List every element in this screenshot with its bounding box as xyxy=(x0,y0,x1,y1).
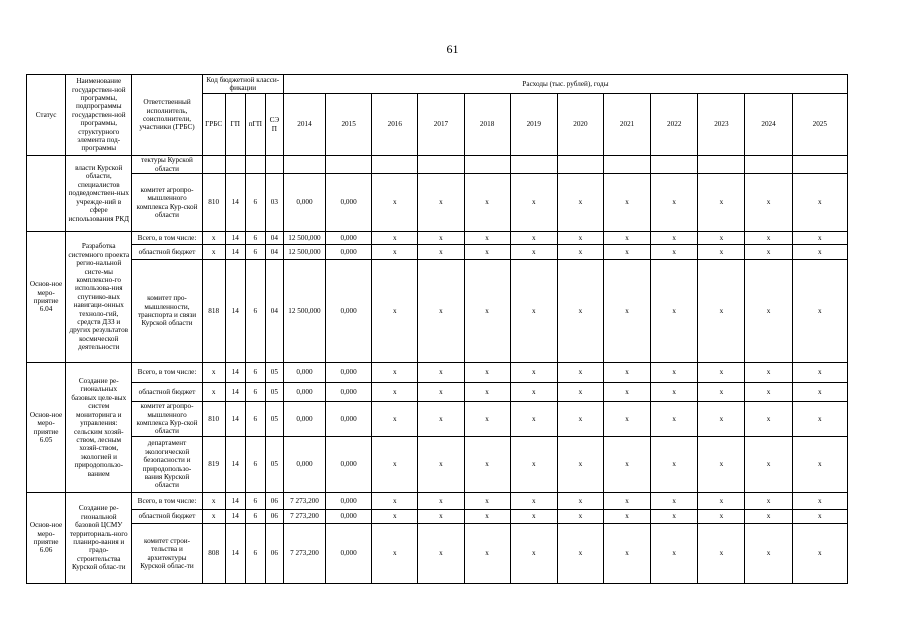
budget-code-cell: 810 xyxy=(202,402,225,437)
expense-value-cell: 0,000 xyxy=(326,383,372,402)
expense-value-cell: x xyxy=(651,232,698,245)
table-row xyxy=(27,510,848,524)
expense-value-cell: x xyxy=(464,493,510,510)
budget-code-cell: 819 xyxy=(202,437,225,493)
budget-code-cell: 6 xyxy=(245,383,265,402)
expense-value-cell: 0,000 xyxy=(326,524,372,584)
budget-code-cell: x xyxy=(202,363,225,383)
responsible-cell: комитет строи-тельства и архитектуры Курской облас-ти xyxy=(132,524,202,584)
header-expenses: Расходы (тыс. рублей), годы xyxy=(283,75,847,94)
responsible-cell: Всего, в том числе: xyxy=(132,232,202,245)
expense-value-cell: x xyxy=(603,245,650,260)
expense-value-cell xyxy=(326,156,372,174)
expense-value-cell: x xyxy=(745,363,792,383)
expense-value-cell: x xyxy=(745,493,792,510)
expense-value-cell: x xyxy=(372,232,418,245)
header-year: 2019 xyxy=(510,94,557,156)
expense-value-cell: x xyxy=(698,232,745,245)
budget-code-cell: 810 xyxy=(202,174,225,232)
expense-value-cell: x xyxy=(603,174,650,232)
expense-value-cell: x xyxy=(745,402,792,437)
header-pgp: пГП xyxy=(245,94,265,156)
expense-value-cell: x xyxy=(792,383,847,402)
header-grbs: ГРБС xyxy=(202,94,225,156)
expense-value-cell: x xyxy=(464,510,510,524)
budget-code-cell xyxy=(265,156,283,174)
expense-value-cell: x xyxy=(792,402,847,437)
budget-code-cell: x xyxy=(202,510,225,524)
expense-value-cell: 0,000 xyxy=(283,402,325,437)
expense-value-cell: x xyxy=(464,174,510,232)
responsible-cell: тектуры Курской области xyxy=(132,156,202,174)
expense-value-cell: x xyxy=(510,260,557,363)
budget-code-cell: 6 xyxy=(245,493,265,510)
expense-value-cell: x xyxy=(372,174,418,232)
expense-value-cell: 7 273,200 xyxy=(283,524,325,584)
expense-value-cell: x xyxy=(651,510,698,524)
table-row xyxy=(27,232,848,245)
expense-value-cell: x xyxy=(792,363,847,383)
expense-value-cell: x xyxy=(603,524,650,584)
responsible-cell: департамент экологической безопасности и природопользо-вания Курской области xyxy=(132,437,202,493)
expense-value-cell: x xyxy=(603,363,650,383)
responsible-cell: комитет агропро-мышленного комплекса Кур-ской области xyxy=(132,402,202,437)
budget-code-cell: 14 xyxy=(225,363,245,383)
expense-value-cell: x xyxy=(792,510,847,524)
expense-value-cell: x xyxy=(510,510,557,524)
expense-value-cell: x xyxy=(557,232,603,245)
expense-value-cell: x xyxy=(510,437,557,493)
expense-value-cell: 0,000 xyxy=(326,245,372,260)
expense-value-cell: x xyxy=(698,437,745,493)
expense-value-cell: x xyxy=(745,524,792,584)
expense-value-cell: x xyxy=(698,493,745,510)
expense-value-cell: x xyxy=(557,437,603,493)
budget-code-cell: 04 xyxy=(265,245,283,260)
expense-value-cell: x xyxy=(792,493,847,510)
budget-code-cell: x xyxy=(202,383,225,402)
expense-value-cell: x xyxy=(792,437,847,493)
status-cell: Основ-ное меро-приятие 6.06 xyxy=(27,493,66,584)
expense-value-cell: x xyxy=(418,245,464,260)
program-name-cell: Создание ре-гиональной базовой ЦСМУ территориаль-ного планиро-вания и градо-строительства Курской облас-ти xyxy=(66,493,132,584)
header-year: 2015 xyxy=(326,94,372,156)
expense-value-cell: x xyxy=(651,245,698,260)
expense-value-cell: x xyxy=(698,260,745,363)
expense-value-cell: x xyxy=(372,402,418,437)
responsible-cell: областной бюджет xyxy=(132,510,202,524)
expense-value-cell: x xyxy=(792,174,847,232)
responsible-cell: Всего, в том числе: xyxy=(132,363,202,383)
expense-value-cell: x xyxy=(557,174,603,232)
expense-value-cell: x xyxy=(418,174,464,232)
expense-value-cell: x xyxy=(603,510,650,524)
expense-value-cell: x xyxy=(557,260,603,363)
budget-code-cell: 14 xyxy=(225,174,245,232)
expense-value-cell: x xyxy=(464,383,510,402)
expense-value-cell: x xyxy=(418,383,464,402)
expense-value-cell: 0,000 xyxy=(283,383,325,402)
budget-code-cell: 6 xyxy=(245,245,265,260)
expense-value-cell: x xyxy=(651,383,698,402)
expense-value-cell xyxy=(651,156,698,174)
budget-code-cell: 14 xyxy=(225,383,245,402)
budget-code-cell xyxy=(245,156,265,174)
header-year: 2018 xyxy=(464,94,510,156)
table-row xyxy=(27,245,848,260)
expense-value-cell: x xyxy=(464,524,510,584)
budget-code-cell: 808 xyxy=(202,524,225,584)
expense-value-cell: x xyxy=(698,363,745,383)
expense-value-cell: x xyxy=(698,245,745,260)
expense-value-cell xyxy=(464,156,510,174)
program-name-cell: Создание ре-гиональных базовых целе-вых систем мониторинга и управления: сельским хозяй-ством, лесным хозяй-ством, экологией и природопользо-ванием xyxy=(66,363,132,493)
header-year: 2020 xyxy=(557,94,603,156)
expense-value-cell: x xyxy=(603,402,650,437)
budget-code-cell: 06 xyxy=(265,493,283,510)
budget-code-cell xyxy=(202,156,225,174)
budget-code-cell: 6 xyxy=(245,510,265,524)
expense-value-cell xyxy=(603,156,650,174)
header-year: 2017 xyxy=(418,94,464,156)
budget-code-cell: 14 xyxy=(225,524,245,584)
table-row xyxy=(27,260,848,363)
responsible-cell: областной бюджет xyxy=(132,383,202,402)
expense-value-cell: x xyxy=(418,260,464,363)
expense-value-cell: x xyxy=(418,402,464,437)
status-cell: Основ-ное меро-приятие 6.04 xyxy=(27,232,66,363)
header-budget-code: Код бюджетной класси-фикации xyxy=(202,75,283,94)
expense-value-cell: x xyxy=(372,510,418,524)
responsible-cell: комитет про-мышленности, транспорта и связи Курской области xyxy=(132,260,202,363)
expense-value-cell: 7 273,200 xyxy=(283,493,325,510)
expense-value-cell: x xyxy=(651,260,698,363)
expense-value-cell: x xyxy=(372,245,418,260)
budget-code-cell: x xyxy=(202,493,225,510)
expense-value-cell: x xyxy=(464,245,510,260)
expense-value-cell xyxy=(557,156,603,174)
header-year: 2021 xyxy=(603,94,650,156)
expense-value-cell: 0,000 xyxy=(326,363,372,383)
expense-value-cell: x xyxy=(372,363,418,383)
responsible-cell: областной бюджет xyxy=(132,245,202,260)
expense-value-cell: x xyxy=(745,437,792,493)
table-row xyxy=(27,524,848,584)
budget-code-cell: 05 xyxy=(265,383,283,402)
expense-value-cell: x xyxy=(792,245,847,260)
budget-code-cell: 14 xyxy=(225,245,245,260)
expense-value-cell: x xyxy=(372,260,418,363)
expense-value-cell: x xyxy=(792,524,847,584)
expense-value-cell: x xyxy=(557,402,603,437)
expense-value-cell: 12 500,000 xyxy=(283,260,325,363)
table-row xyxy=(27,363,848,383)
table-row xyxy=(27,383,848,402)
budget-code-cell: 6 xyxy=(245,363,265,383)
budget-code-cell: 818 xyxy=(202,260,225,363)
table-row xyxy=(27,493,848,510)
expense-value-cell xyxy=(372,156,418,174)
expense-value-cell: 7 273,200 xyxy=(283,510,325,524)
budget-code-cell: 05 xyxy=(265,437,283,493)
expense-value-cell: x xyxy=(510,524,557,584)
expense-value-cell: x xyxy=(418,363,464,383)
expense-value-cell: x xyxy=(603,383,650,402)
budget-code-cell: 14 xyxy=(225,493,245,510)
expense-value-cell: x xyxy=(603,437,650,493)
budget-table xyxy=(26,74,848,584)
expense-value-cell: x xyxy=(651,363,698,383)
expense-value-cell: x xyxy=(745,260,792,363)
expense-value-cell: x xyxy=(698,510,745,524)
program-name-cell: власти Курской области, специалистов подведомствен-ных учрежде-ний в сфере использования РКД xyxy=(66,156,132,232)
expense-value-cell: x xyxy=(418,493,464,510)
expense-value-cell: x xyxy=(510,383,557,402)
header-year: 2016 xyxy=(372,94,418,156)
expense-value-cell: x xyxy=(464,260,510,363)
expense-value-cell: x xyxy=(745,232,792,245)
expense-value-cell: x xyxy=(557,510,603,524)
expense-value-cell: x xyxy=(792,232,847,245)
expense-value-cell: x xyxy=(464,363,510,383)
expense-value-cell: x xyxy=(651,524,698,584)
expense-value-cell: 0,000 xyxy=(326,260,372,363)
expense-value-cell: x xyxy=(603,232,650,245)
expense-value-cell: x xyxy=(464,232,510,245)
table-row xyxy=(27,156,848,174)
header-name: Наименование государствен-ной программы, подпрограммы государствен-ной программы, структурного элемента под-программы xyxy=(66,75,132,156)
expense-value-cell: 12 500,000 xyxy=(283,245,325,260)
expense-value-cell: x xyxy=(372,524,418,584)
header-status: Статус xyxy=(27,75,66,156)
budget-code-cell: 05 xyxy=(265,402,283,437)
expense-value-cell: x xyxy=(557,383,603,402)
budget-code-cell: 14 xyxy=(225,437,245,493)
header-sep: СЭП xyxy=(265,94,283,156)
expense-value-cell: x xyxy=(510,402,557,437)
expense-value-cell: x xyxy=(418,232,464,245)
status-cell: Основ-ное меро-приятие 6.05 xyxy=(27,363,66,493)
budget-code-cell xyxy=(225,156,245,174)
expense-value-cell xyxy=(745,156,792,174)
expense-value-cell: x xyxy=(698,524,745,584)
expense-value-cell xyxy=(418,156,464,174)
budget-code-cell: 6 xyxy=(245,260,265,363)
expense-value-cell: x xyxy=(372,437,418,493)
table-row xyxy=(27,174,848,232)
budget-code-cell: 14 xyxy=(225,510,245,524)
expense-value-cell: x xyxy=(557,363,603,383)
expense-value-cell xyxy=(283,156,325,174)
expense-value-cell: x xyxy=(698,174,745,232)
expense-value-cell: 0,000 xyxy=(326,402,372,437)
header-gp: ГП xyxy=(225,94,245,156)
budget-code-cell: 14 xyxy=(225,402,245,437)
expense-value-cell: x xyxy=(651,437,698,493)
budget-code-cell: 14 xyxy=(225,232,245,245)
expense-value-cell: x xyxy=(510,493,557,510)
expense-value-cell: x xyxy=(418,510,464,524)
expense-value-cell: x xyxy=(510,245,557,260)
budget-code-cell: 04 xyxy=(265,260,283,363)
expense-value-cell: x xyxy=(745,510,792,524)
expense-value-cell: x xyxy=(603,493,650,510)
expense-value-cell xyxy=(698,156,745,174)
program-name-cell: Разработка системного проекта регио-нальной систе-мы комплексно-го использова-ния спутнико-вых навигаци-онных техноло-гий, средств ДЗЗ и других результатов космической деятельности xyxy=(66,232,132,363)
budget-code-cell: 14 xyxy=(225,260,245,363)
expense-value-cell: x xyxy=(745,174,792,232)
budget-code-cell: 06 xyxy=(265,510,283,524)
header-year: 2024 xyxy=(745,94,792,156)
expense-value-cell: x xyxy=(557,524,603,584)
expense-value-cell: 0,000 xyxy=(283,174,325,232)
header-year: 2022 xyxy=(651,94,698,156)
budget-code-cell: 6 xyxy=(245,174,265,232)
expense-value-cell: 0,000 xyxy=(326,437,372,493)
expense-value-cell: 0,000 xyxy=(326,174,372,232)
expense-value-cell: x xyxy=(510,174,557,232)
expense-value-cell: x xyxy=(698,383,745,402)
budget-code-cell: x xyxy=(202,232,225,245)
expense-value-cell: x xyxy=(557,493,603,510)
responsible-cell: комитет агропро-мышленного комплекса Кур-ской области xyxy=(132,174,202,232)
expense-value-cell: x xyxy=(510,363,557,383)
expense-value-cell: x xyxy=(464,437,510,493)
expense-value-cell xyxy=(792,156,847,174)
budget-code-cell: 06 xyxy=(265,524,283,584)
budget-code-cell: x xyxy=(202,245,225,260)
expense-value-cell: x xyxy=(510,232,557,245)
expense-value-cell: 0,000 xyxy=(326,232,372,245)
header-year: 2014 xyxy=(283,94,325,156)
expense-value-cell: x xyxy=(792,260,847,363)
expense-value-cell: 0,000 xyxy=(326,493,372,510)
budget-code-cell: 6 xyxy=(245,402,265,437)
budget-code-cell: 6 xyxy=(245,524,265,584)
responsible-cell: Всего, в том числе: xyxy=(132,493,202,510)
expense-value-cell: x xyxy=(745,245,792,260)
table-row xyxy=(27,402,848,437)
expense-value-cell: x xyxy=(464,402,510,437)
budget-code-cell: 04 xyxy=(265,232,283,245)
expense-value-cell: x xyxy=(745,383,792,402)
expense-value-cell: x xyxy=(603,260,650,363)
expense-value-cell: 0,000 xyxy=(326,510,372,524)
header-year: 2025 xyxy=(792,94,847,156)
expense-value-cell: x xyxy=(651,493,698,510)
budget-code-cell: 05 xyxy=(265,363,283,383)
expense-value-cell: x xyxy=(418,524,464,584)
expense-value-cell: x xyxy=(372,383,418,402)
budget-code-cell: 03 xyxy=(265,174,283,232)
header-responsible: Ответственный исполнитель, соисполнители, участники (ГРБС) xyxy=(132,75,202,156)
budget-code-cell: 6 xyxy=(245,437,265,493)
expense-value-cell: 0,000 xyxy=(283,437,325,493)
expense-value-cell: x xyxy=(651,402,698,437)
header-year: 2023 xyxy=(698,94,745,156)
expense-value-cell: x xyxy=(372,493,418,510)
expense-value-cell: x xyxy=(698,402,745,437)
budget-code-cell: 6 xyxy=(245,232,265,245)
expense-value-cell: x xyxy=(418,437,464,493)
expense-value-cell: x xyxy=(651,174,698,232)
expense-value-cell: x xyxy=(557,245,603,260)
expense-value-cell: 12 500,000 xyxy=(283,232,325,245)
expense-value-cell xyxy=(510,156,557,174)
status-cell xyxy=(27,156,66,232)
page-number: 61 xyxy=(446,42,459,56)
table-row xyxy=(27,437,848,493)
expense-value-cell: 0,000 xyxy=(283,363,325,383)
